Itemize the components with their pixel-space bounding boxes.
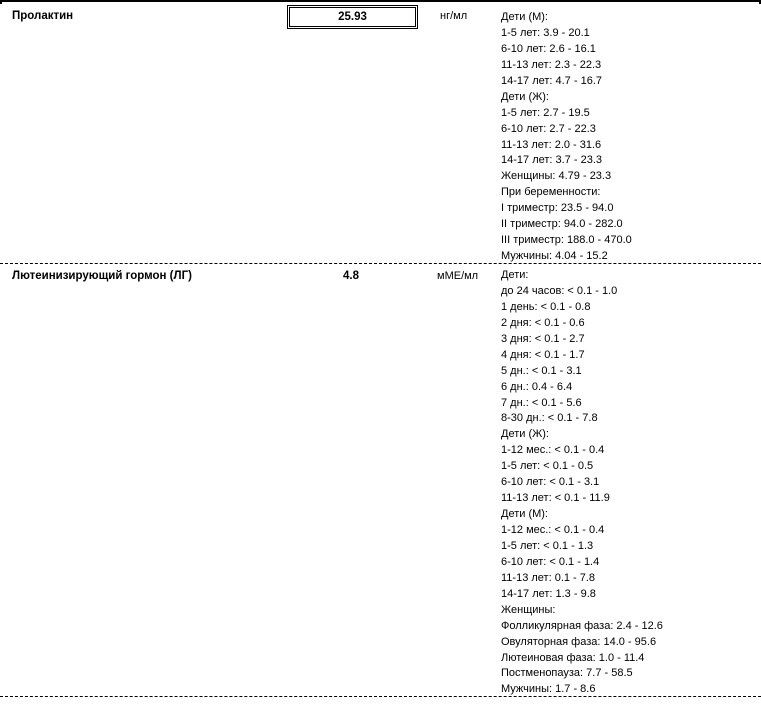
reference-line: 8-30 дн.: < 0.1 - 7.8 bbox=[501, 412, 598, 425]
reference-line: Дети (Ж): bbox=[501, 428, 549, 441]
reference-line: Мужчины: 1.7 - 8.6 bbox=[501, 683, 596, 696]
reference-line: Дети (М): bbox=[501, 508, 548, 521]
reference-line: 11-13 лет: < 0.1 - 11.9 bbox=[501, 492, 610, 505]
reference-line: 1-12 мес.: < 0.1 - 0.4 bbox=[501, 524, 605, 536]
reference-line: 1-5 лет: 2.7 - 19.5 bbox=[501, 106, 590, 119]
reference-line: 1-12 мес.: < 0.1 - 0.4 bbox=[501, 444, 605, 457]
reference-line: 11-13 лет: 2.0 - 31.6 bbox=[501, 138, 602, 151]
reference-line: 6-10 лет: 2.7 - 22.3 bbox=[501, 122, 596, 135]
reference-line: 4 дня: < 0.1 - 1.7 bbox=[501, 348, 585, 361]
reference-line: При беременности: bbox=[501, 186, 601, 199]
reference-line: 1-5 лет: < 0.1 - 0.5 bbox=[501, 460, 594, 473]
reference-line: 14-17 лет: 4.7 - 16.7 bbox=[501, 74, 602, 87]
test-name: Лютеинизирующий гормон (ЛГ) bbox=[12, 270, 192, 282]
reference-line: 1 день: < 0.1 - 0.8 bbox=[501, 300, 591, 313]
reference-line: Дети (Ж): bbox=[501, 90, 549, 103]
reference-line: III триместр: 188.0 - 470.0 bbox=[501, 234, 632, 247]
reference-line: 3 дня: < 0.1 - 2.7 bbox=[501, 332, 585, 345]
reference-line: I триместр: 23.5 - 94.0 bbox=[501, 202, 614, 215]
top-border bbox=[0, 0, 761, 2]
test-unit: нг/мл bbox=[440, 10, 468, 22]
test-value: 4.8 bbox=[343, 270, 359, 282]
reference-line: 11-13 лет: 2.3 - 22.3 bbox=[501, 58, 602, 71]
reference-line: Женщины: bbox=[501, 603, 556, 616]
reference-line: 7 дн.: < 0.1 - 5.6 bbox=[501, 396, 582, 409]
reference-line: Дети (М): bbox=[501, 11, 548, 23]
reference-line: 6-10 лет: 2.6 - 16.1 bbox=[501, 42, 596, 55]
reference-ranges bbox=[501, 10, 632, 265]
reference-line: Женщины: 4.79 - 23.3 bbox=[501, 170, 612, 183]
test-value-highlighted: 25.93 bbox=[287, 5, 418, 29]
reference-line: 11-13 лет: 0.1 - 7.8 bbox=[501, 571, 596, 584]
reference-line: 6-10 лет: < 0.1 - 1.4 bbox=[501, 555, 600, 568]
reference-line: до 24 часов: < 0.1 - 1.0 bbox=[501, 284, 618, 297]
test-name: Пролактин bbox=[12, 10, 74, 22]
reference-line: 2 дня: < 0.1 - 0.6 bbox=[501, 316, 585, 329]
row-separator bbox=[0, 263, 761, 264]
reference-line: Лютеиновая фаза: 1.0 - 11.4 bbox=[501, 651, 645, 664]
reference-line: II триместр: 94.0 - 282.0 bbox=[501, 218, 623, 231]
reference-line: 6 дн.: 0.4 - 6.4 bbox=[501, 380, 573, 393]
reference-line: 1-5 лет: 3.9 - 20.1 bbox=[501, 26, 590, 39]
reference-line: Дети: bbox=[501, 269, 529, 281]
reference-line: Мужчины: 4.04 - 15.2 bbox=[501, 250, 608, 263]
row-separator bbox=[0, 696, 761, 697]
reference-line: 5 дн.: < 0.1 - 3.1 bbox=[501, 364, 582, 377]
reference-line: Овуляторная фаза: 14.0 - 95.6 bbox=[501, 635, 657, 648]
reference-line: Постменопауза: 7.7 - 58.5 bbox=[501, 667, 633, 680]
top-border-tick-left bbox=[0, 0, 2, 4]
reference-line: Фолликулярная фаза: 2.4 - 12.6 bbox=[501, 619, 663, 632]
reference-line: 6-10 лет: < 0.1 - 3.1 bbox=[501, 476, 600, 489]
reference-line: 14-17 лет: 3.7 - 23.3 bbox=[501, 154, 602, 167]
test-unit: мМЕ/мл bbox=[437, 270, 479, 282]
reference-line: 1-5 лет: < 0.1 - 1.3 bbox=[501, 539, 594, 552]
reference-ranges bbox=[501, 268, 663, 698]
reference-line: 14-17 лет: 1.3 - 9.8 bbox=[501, 587, 596, 600]
